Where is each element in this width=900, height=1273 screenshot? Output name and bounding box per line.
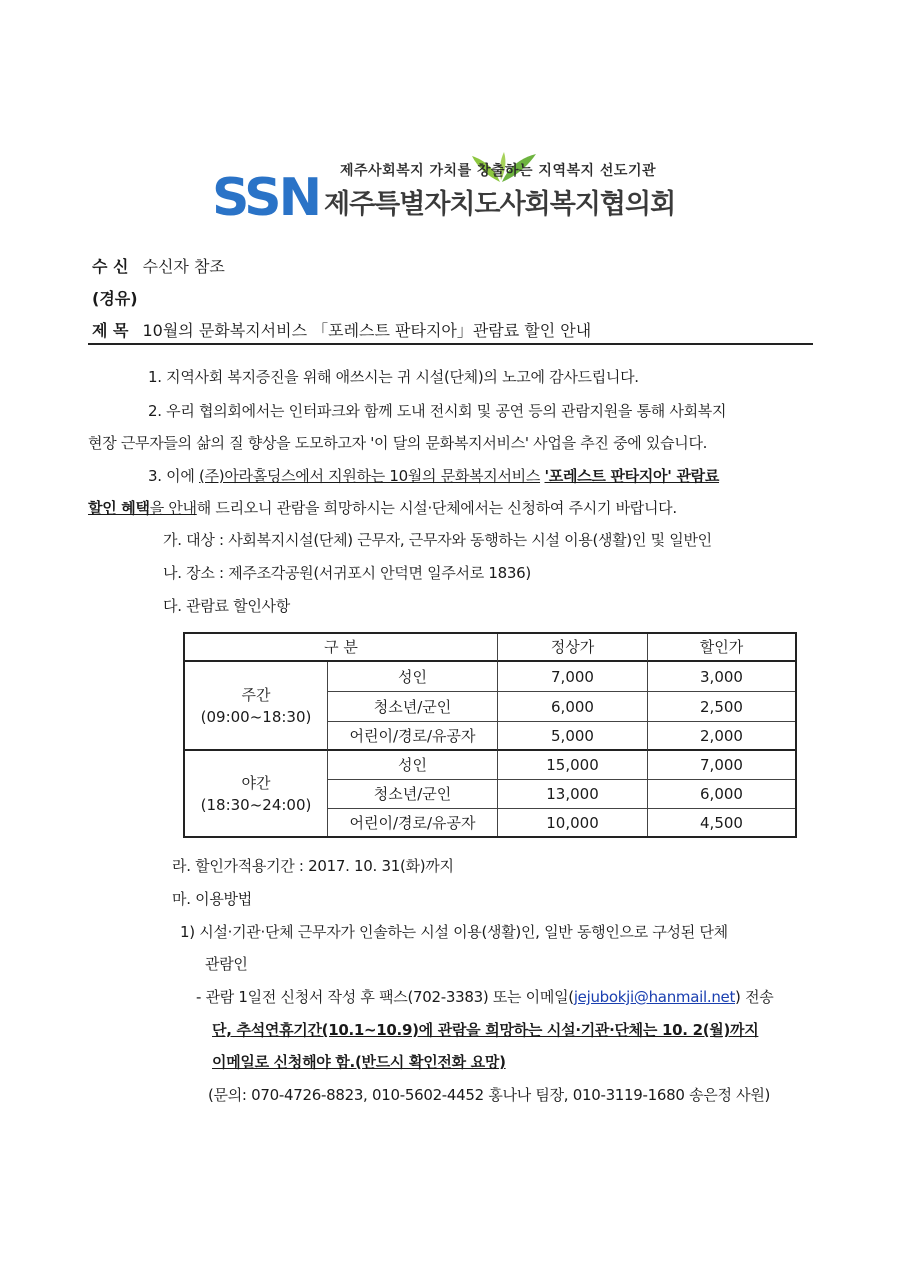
item-na-location: 나. 장소 : 제주조각공원(서귀포시 안덕면 일주서로 1836) (163, 564, 531, 582)
group-nighttime-name: 야간 (241, 773, 271, 792)
table-cell-type: 청소년/군인 (328, 692, 498, 722)
group-daytime (185, 662, 328, 751)
table-cell-type: 어린이/경로/유공자 (328, 809, 498, 836)
group-daytime-time: (09:00~18:30) (200, 707, 312, 726)
p3-discount: 할인 혜택 (88, 499, 150, 517)
item-ma-usage: 마. 이용방법 (172, 890, 252, 908)
submit-prefix: - 관람 1일전 신청서 작성 후 팩스(702-3383) 또는 이메일( (196, 988, 574, 1006)
table-cell-type: 성인 (328, 751, 498, 780)
header-discount-price: 할인가 (648, 634, 795, 662)
holiday-notice-line-1: 단, 추석연휴기간(10.1~10.9)에 관람을 희망하는 시설·기관·단체는 10. 2(월)까지 (212, 1021, 759, 1039)
table-cell-type: 성인 (328, 662, 498, 692)
usage-1-line-1: 1) 시설·기관·단체 근무자가 인솔하는 시설 이용(생활)인, 일반 동행인으로 구성된 단체 (180, 923, 728, 941)
via-label: (경유) (92, 289, 138, 308)
table-cell-regular: 15,000 (498, 751, 648, 780)
p3-prefix: 3. 이에 (148, 467, 200, 485)
recipient-value: 수신자 참조 (142, 257, 225, 276)
logo-ssn-text: SSN (212, 168, 320, 228)
table-cell-regular: 7,000 (498, 662, 648, 692)
table-cell-regular: 5,000 (498, 722, 648, 751)
recipient-line (92, 254, 225, 277)
submit-suffix: ) 전송 (735, 988, 774, 1006)
p3-notice: 을 안내 (149, 499, 197, 517)
contact-info: (문의: 070-4726-8823, 010-5602-4452 홍나나 팀장, 010-3119-1680 송은정 사원) (208, 1086, 771, 1104)
paragraph-2-line-1: 2. 우리 협의회에서는 인터파크와 함께 도내 전시회 및 공연 등의 관람지원을 통해 사회복지 (148, 402, 727, 420)
header-divider (88, 343, 813, 345)
group-nighttime-time: (18:30~24:00) (200, 795, 312, 814)
recipient-label: 수 신 (92, 257, 129, 276)
ssn-logo (212, 150, 702, 230)
group-daytime-name: 주간 (241, 685, 271, 704)
table-cell-regular: 10,000 (498, 809, 648, 836)
paragraph-1: 1. 지역사회 복지증진을 위해 애쓰시는 귀 시설(단체)의 노고에 감사드립니다. (148, 368, 639, 386)
table-cell-discount: 2,500 (648, 692, 795, 722)
table-cell-discount: 7,000 (648, 751, 795, 780)
p3-rest: 해 드리오니 관람을 희망하시는 시설·단체에서는 신청하여 주시기 바랍니다. (196, 499, 677, 517)
group-nighttime (185, 751, 328, 836)
item-ra-period: 라. 할인가적용기간 : 2017. 10. 31(화)까지 (172, 857, 454, 875)
via-line (92, 286, 152, 309)
item-ga-target: 가. 대상 : 사회복지시설(단체) 근무자, 근무자와 동행하는 시설 이용(생활)인 및 일반인 (163, 531, 712, 549)
subject-label: 제 목 (92, 321, 129, 340)
usage-1-line-2: 관람인 (205, 955, 248, 973)
table-cell-discount: 4,500 (700, 813, 743, 832)
table-cell-regular: 13,000 (498, 780, 648, 809)
email-link[interactable]: jejubokji@hanmail.net (573, 988, 736, 1006)
paragraph-3-line-1 (148, 465, 719, 486)
logo-slogan: 제주사회복지 가치를 창출하는 지역복지 선도기관 (340, 163, 656, 179)
subject-value: 10월의 문화복지서비스 「포레스트 판타지아」관람료 할인 안내 (142, 321, 592, 340)
paragraph-3-line-2 (88, 497, 677, 518)
table-cell-discount: 6,000 (648, 780, 795, 809)
p3-sponsor: (주)아라홀딩스에서 지원하는 10월의 문화복지서비스 (199, 467, 541, 485)
table-cell-discount: 3,000 (648, 662, 795, 692)
table-cell-type: 청소년/군인 (328, 780, 498, 809)
organization-name: 제주특별자치도사회복지협의회 (324, 189, 676, 220)
fee-table (183, 632, 797, 838)
header-regular-price: 정상가 (498, 634, 648, 662)
header-category: 구 분 (185, 634, 498, 662)
table-cell-regular: 6,000 (498, 692, 648, 722)
subject-line (92, 318, 591, 341)
table-cell-type: 어린이/경로/유공자 (328, 722, 498, 751)
holiday-notice-line-2: 이메일로 신청해야 함.(반드시 확인전화 요망) (212, 1053, 506, 1071)
usage-1-submit (196, 986, 773, 1007)
table-cell-discount: 2,000 (648, 722, 795, 751)
p3-event-title: '포레스트 판타지아' 관람료 (544, 467, 720, 485)
item-da-fees: 다. 관람료 할인사항 (163, 597, 290, 615)
paragraph-2-line-2: 현장 근무자들의 삶의 질 향상을 도모하고자 '이 달의 문화복지서비스' 사업을 추진 중에 있습니다. (88, 434, 708, 452)
